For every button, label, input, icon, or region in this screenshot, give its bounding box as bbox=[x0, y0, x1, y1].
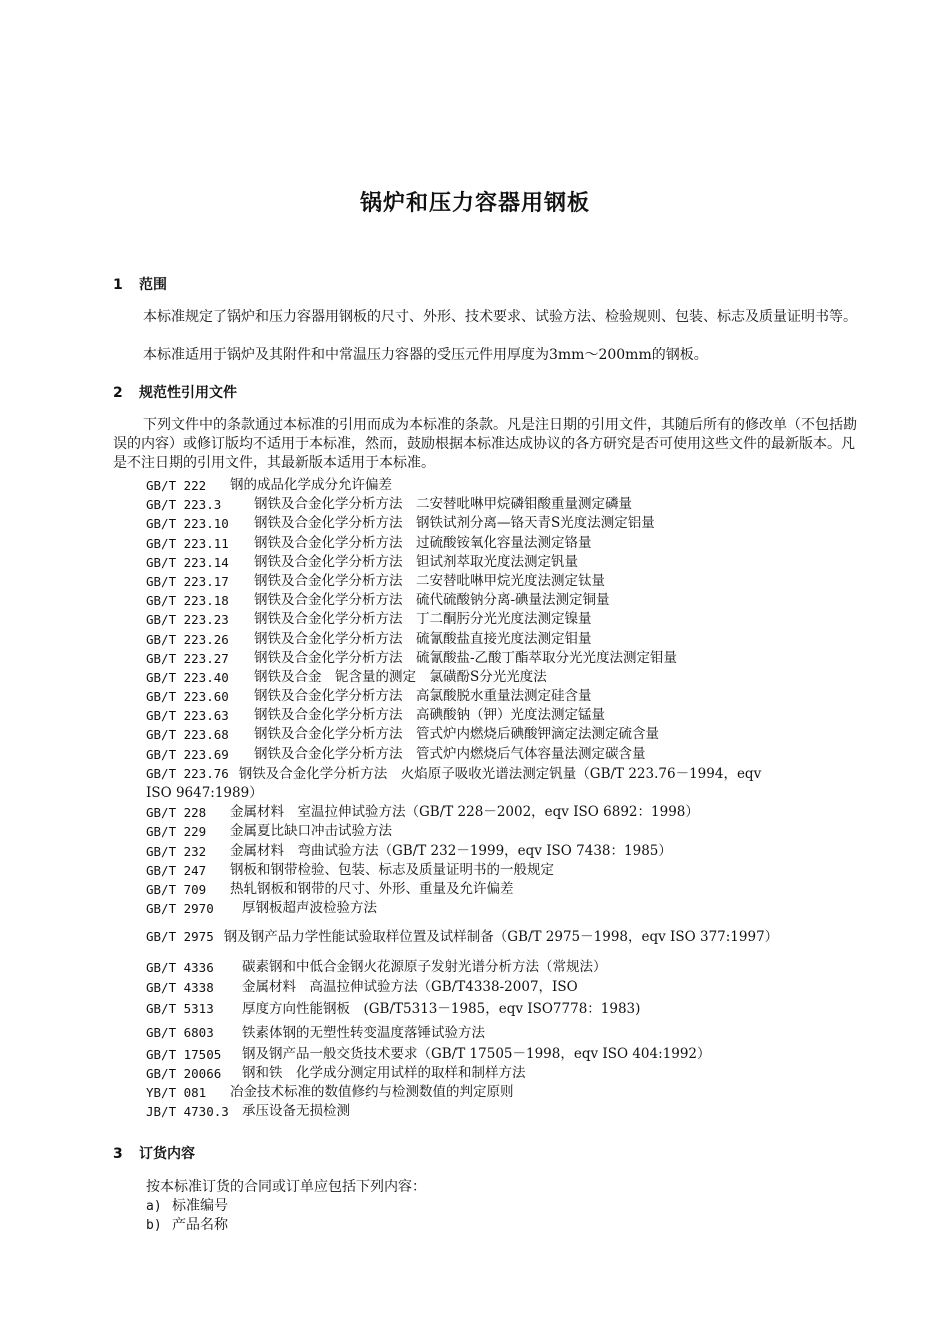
section-title: 规范性引用文件 bbox=[139, 385, 237, 401]
order-item: b) 产品名称 bbox=[146, 1217, 228, 1233]
section-heading-scope bbox=[113, 274, 167, 294]
reference-item: GB/T 223.17 钢铁及合金化学分析方法 二安替吡啉甲烷光度法测定钛量 bbox=[146, 572, 605, 589]
section-number: 3 bbox=[113, 1146, 123, 1162]
reference-item: GB/T 2975 钢及钢产品力学性能试验取样位置及试样制备（GB/T 2975－1998，eqv ISO 377:1997） bbox=[146, 929, 779, 946]
scope-paragraph-1: 本标准规定了锅炉和压力容器用钢板的尺寸、外形、技术要求、试验方法、检验规则、包装、标志及质量证明书等。 bbox=[143, 309, 857, 325]
reference-item: GB/T 232 金属材料 弯曲试验方法（GB/T 232－1999，eqv ISO 7438：1985） bbox=[146, 842, 672, 859]
reference-item: GB/T 4336 碳素钢和中低合金钢火花源原子发射光谱分析方法（常规法） bbox=[146, 959, 607, 976]
reference-item: GB/T 17505 钢及钢产品一般交货技术要求（GB/T 17505－1998，eqv ISO 404:1992） bbox=[146, 1045, 711, 1062]
reference-item: GB/T 6803 铁素体钢的无塑性转变温度落锤试验方法 bbox=[146, 1024, 485, 1041]
order-content-list bbox=[146, 1178, 426, 1235]
reference-item: GB/T 223.76 钢铁及合金化学分析方法 火焰原子吸收光谱法测定钒量（GB/T 223.76－1994，eqv ISO 9647:1989） bbox=[146, 765, 843, 802]
section-number: 2 bbox=[113, 385, 123, 401]
reference-item: GB/T 223.10 钢铁及合金化学分析方法 钢铁试剂分离—铬天青S光度法测定铝量 bbox=[146, 515, 655, 532]
section-title: 范围 bbox=[139, 277, 167, 293]
reference-item: GB/T 223.26 钢铁及合金化学分析方法 硫氰酸盐直接光度法测定钼量 bbox=[146, 630, 592, 647]
reference-item: GB/T 709 热轧钢板和钢带的尺寸、外形、重量及允许偏差 bbox=[146, 880, 514, 897]
reference-item: GB/T 223.63 钢铁及合金化学分析方法 高碘酸钠（钾）光度法测定锰量 bbox=[146, 707, 605, 724]
reference-item: JB/T 4730.3 承压设备无损检测 bbox=[146, 1103, 350, 1120]
scope-paragraph-2: 本标准适用于锅炉及其附件和中常温压力容器的受压元件用厚度为3mm～200mm的钢板。 bbox=[143, 347, 708, 363]
reference-item: GB/T 247 钢板和钢带检验、包装、标志及质量证明书的一般规定 bbox=[146, 861, 554, 878]
section-number: 1 bbox=[113, 277, 123, 293]
reference-item: GB/T 229 金属夏比缺口冲击试验方法 bbox=[146, 823, 392, 840]
section-heading-order bbox=[113, 1143, 195, 1163]
document-title: 锅炉和压力容器用钢板 bbox=[359, 191, 590, 216]
reference-item: GB/T 223.27 钢铁及合金化学分析方法 硫氰酸盐-乙酸丁酯萃取分光光度法测定钼量 bbox=[146, 649, 678, 666]
reference-item: GB/T 222 钢的成品化学成分允许偏差 bbox=[146, 477, 392, 493]
order-intro: 按本标准订货的合同或订单应包括下列内容： bbox=[146, 1179, 426, 1195]
order-item: a) 标准编号 bbox=[146, 1198, 228, 1214]
reference-item: GB/T 223.69 钢铁及合金化学分析方法 管式炉内燃烧后气体容量法测定碳含量 bbox=[146, 745, 646, 762]
reference-item: GB/T 223.23 钢铁及合金化学分析方法 丁二酮肟分光光度法测定镍量 bbox=[146, 611, 592, 628]
reference-item: GB/T 5313 厚度方向性能钢板 (GB/T5313－1985，eqv ISO7778：1983) bbox=[146, 1000, 641, 1017]
reference-item: GB/T 20066 钢和铁 化学成分测定用试样的取样和制样方法 bbox=[146, 1064, 526, 1081]
reference-item: GB/T 228 金属材料 室温拉伸试验方法（GB/T 228－2002，eqv ISO 6892：1998） bbox=[146, 804, 699, 821]
reference-item: GB/T 223.68 钢铁及合金化学分析方法 管式炉内燃烧后碘酸钾滴定法测定硫含量 bbox=[146, 726, 659, 743]
reference-item: GB/T 223.60 钢铁及合金化学分析方法 高氯酸脱水重量法测定硅含量 bbox=[146, 688, 592, 705]
reference-item: GB/T 4338 金属材料 高温拉伸试验方法（GB/T4338-2007，ISO bbox=[146, 978, 578, 995]
reference-list bbox=[146, 476, 860, 1121]
reference-item: GB/T 223.14 钢铁及合金化学分析方法 钽试剂萃取光度法测定钒量 bbox=[146, 553, 578, 570]
reference-item: GB/T 223.18 钢铁及合金化学分析方法 硫代硫酸钠分离-碘量法测定铜量 bbox=[146, 592, 610, 609]
reference-item: GB/T 223.11 钢铁及合金化学分析方法 过硫酸铵氧化容量法测定铬量 bbox=[146, 534, 592, 551]
reference-item: GB/T 223.40 钢铁及合金 铌含量的测定 氯磺酚S分光光度法 bbox=[146, 668, 547, 685]
references-intro: 下列文件中的条款通过本标准的引用而成为本标准的条款。凡是注日期的引用文件，其随后所有的修改单（不包括勘误的内容）或修订版均不适用于本标准，然而，鼓励根据本标准达成协议的各方研究是否可使用这些文件的最新版本。凡是不注日期的引用文件，其最新版本适用于本标准。 bbox=[113, 417, 857, 471]
reference-item: GB/T 2970 厚钢板超声波检验方法 bbox=[146, 900, 377, 917]
section-title: 订货内容 bbox=[139, 1146, 195, 1162]
section-heading-references bbox=[113, 382, 237, 402]
reference-item: YB/T 081 冶金技术标准的数值修约与检测数值的判定原则 bbox=[146, 1084, 514, 1101]
reference-item: GB/T 223.3 钢铁及合金化学分析方法 二安替吡啉甲烷磷钼酸重量测定磷量 bbox=[146, 496, 632, 513]
